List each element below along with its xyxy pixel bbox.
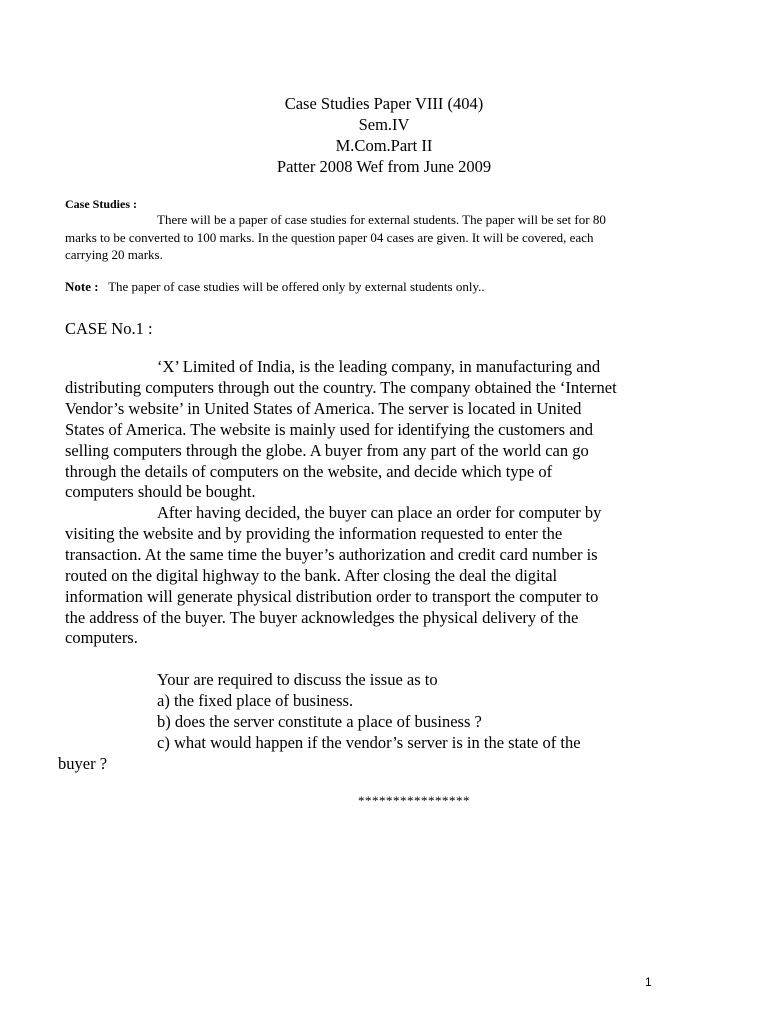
question-a: a) the fixed place of business. xyxy=(157,690,354,710)
case-studies-line: marks to be converted to 100 marks. In the question paper 04 cases are given. It will be covered, each xyxy=(65,229,594,245)
question-b: b) does the server constitute a place of business ? xyxy=(157,711,482,731)
paragraph-line: routed on the digital highway to the bank. After closing the deal the digital xyxy=(65,565,558,585)
paragraph-line: selling computers through the globe. A buyer from any part of the world can go xyxy=(65,440,589,460)
case-paragraph-2 xyxy=(65,503,680,649)
case-paragraph-1 xyxy=(65,357,680,503)
case-studies-description xyxy=(65,211,665,264)
paragraph-line: Vendor’s website’ in United States of America. The server is located in United xyxy=(65,398,582,418)
header-semester: Sem.IV xyxy=(358,115,410,134)
questions-intro: Your are required to discuss the issue as to xyxy=(157,670,438,689)
question-c-continuation: buyer ? xyxy=(58,754,108,773)
header-title: Case Studies Paper VIII (404) xyxy=(284,94,484,113)
case-studies-heading: Case Studies : xyxy=(65,197,138,211)
case-title: CASE No.1 : xyxy=(65,319,153,338)
case-studies-line: There will be a paper of case studies for external students. The paper will be set for 80 xyxy=(157,212,606,227)
case-studies-line: carrying 20 marks. xyxy=(65,247,163,262)
page-number: 1 xyxy=(645,975,652,989)
paragraph-line: the address of the buyer. The buyer acknowledges the physical delivery of the xyxy=(65,607,579,627)
paragraph-line: After having decided, the buyer can place an order for computer by xyxy=(157,503,602,522)
paragraph-line: distributing computers through out the country. The company obtained the ‘Internet xyxy=(65,377,617,397)
question-c: c) what would happen if the vendor’s server is in the state of the xyxy=(157,732,581,752)
paragraph-line: visiting the website and by providing the information requested to enter the xyxy=(65,523,563,543)
document-header xyxy=(0,93,768,177)
note-text: The paper of case studies will be offered only by external students only.. xyxy=(108,279,485,294)
paragraph-line: information will generate physical distribution order to transport the computer to xyxy=(65,586,599,606)
header-course: M.Com.Part II xyxy=(335,136,433,155)
paragraph-line: States of America. The website is mainly used for identifying the customers and xyxy=(65,419,594,439)
paragraph-line: computers. xyxy=(65,628,138,648)
paragraph-line: ‘X’ Limited of India, is the leading company, in manufacturing and xyxy=(157,357,601,376)
paragraph-line: transaction. At the same time the buyer’s authorization and credit card number is xyxy=(65,544,598,564)
case-questions xyxy=(65,670,680,754)
note xyxy=(65,278,705,296)
paragraph-line: through the details of computers on the website, and decide which type of xyxy=(65,461,553,481)
header-pattern: Patter 2008 Wef from June 2009 xyxy=(276,157,492,176)
paragraph-line: computers should be bought. xyxy=(65,482,256,502)
separator: **************** xyxy=(358,793,470,808)
note-label: Note : xyxy=(65,279,99,294)
